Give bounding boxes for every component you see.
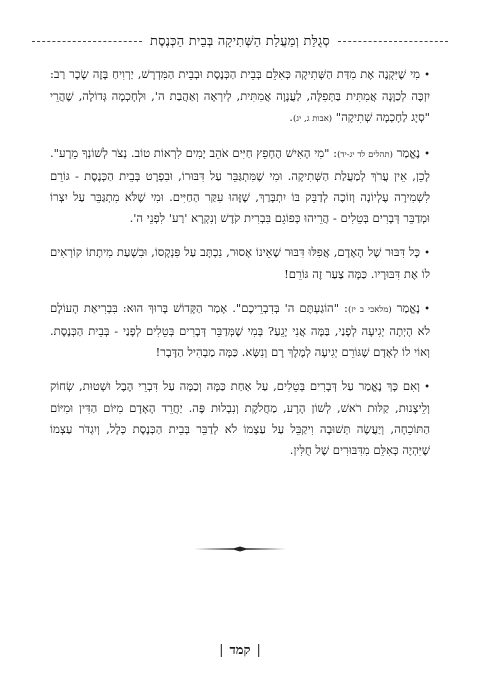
- footer-bar-left: |: [219, 643, 224, 658]
- source-citation: (מלאכי ב יז): [347, 305, 392, 315]
- page-footer: [0, 642, 480, 658]
- bullet-icon: •: [424, 70, 430, 81]
- divider-ornament-icon: [194, 546, 286, 552]
- paragraph-5: [50, 376, 430, 461]
- paragraph-3: [50, 242, 430, 285]
- paragraph-text: : "הוֹגַעְתֶּם ה' בְּדִבְרֵיכֶם". אָמַר הַקָּדוֹשׁ בָּרוּךְ הוּא: בִּבְרִיאַת הָעוֹלָם לֹא הָיְתָה יְגִיעָה לְפָנַי, בַּמֶּה אֲנִי יָגֵעַ? בְּמִי שֶׁמְּדַבֵּר דְּבָרִים בְּטֵלִים לְפָנַי - בְּבֵית הַכְּנֶסֶת. וְאוֹי לוֹ לְאָדָם שֶׁגּוֹרֵם יְגִיעָה לְמֶלֶךְ רָם וְנִשָּׂא. כַּמָּה מַבְהִיל הַדָּבָר!: [50, 301, 430, 359]
- bullet-icon: •: [424, 304, 430, 315]
- bullet-icon: •: [424, 248, 430, 259]
- paragraph-2: [50, 143, 430, 229]
- paragraph-1: [50, 64, 430, 130]
- page-title: סְגֻלַּת וְמַעֲלַת הַשְּׁתִיקָה בְּבֵית הַכְּנֶסֶת: [150, 34, 330, 49]
- paragraph-4: [50, 298, 430, 363]
- paragraph-text: וְאִם כָּךְ נֶאֱמַר עַל דְּבָרִים בְּטֵלִים, עַל אַחַת כַּמָּה וְכַמָּה עַל דִּבְרֵי הֶבֶל וּשְׁטוּת, שְׂחוֹק וְלֵיצָנוּת, קַלּוּת רֹאשׁ, לְשׁוֹן הָרָע, מַחֲלֹקֶת וְנִבְלוּת פֶּה. יַחֲרֵד הָאָדָם מִיּוֹם הַדִּין וּמִיּוֹם הַתּוֹכֵחָה, וְיַעֲשֶׂה תְּשׁוּבָה וִיקַבֵּל עַל עַצְמוֹ לֹא לְדַבֵּר בְּבֵית הַכְּנֶסֶת כְּלָל, וְיִגְדֹּר עַצְמוֹ שֶׁיִּהְיֶה כְּאִלֵּם מִדִּבּוּרִים שֶׁל חֻלִּין.: [50, 379, 430, 457]
- source-citation: (אבות ג, יג): [292, 114, 333, 124]
- page-header: [32, 30, 448, 52]
- header-rule-left: [32, 41, 142, 42]
- footer-bar-right: |: [256, 643, 261, 658]
- paragraph-text: כָּל דִּבּוּר שֶׁל הָאָדָם, אֲפִלּוּ דִּבּוּר שֶׁאֵינוֹ אָסוּר, נִכְתָּב עַל פִּנְקָסוֹ, וּבִשְׁעַת מִיתָתוֹ קוֹרְאִים לוֹ אֶת דִּבּוּרָיו. כַּמָּה צַעַר זֶה גּוֹרֵם!: [50, 245, 430, 281]
- bullet-icon: •: [424, 149, 430, 160]
- paragraph-text: .: [289, 110, 293, 124]
- bullet-icon: •: [424, 382, 430, 393]
- page-number: קמד: [229, 643, 251, 658]
- header-rule-right: [338, 41, 448, 42]
- source-citation: (תהלים לד יג-יד): [337, 150, 393, 160]
- paragraph-text: : "מִי הָאִישׁ הֶחָפֵץ חַיִּים אֹהֵב יָמִים לִרְאוֹת טוֹב. נְצֹר לְשׁוֹנְךָ מֵרָע". לָכֵן, אֵין עֲרֹךְ לְמַעֲלַת הַשְּׁתִיקָה. וּמִי שֶׁמִּתְגַּבֵּר עַל דִּבּוּרוֹ, וּבִפְרָט בְּבֵית הַכְּנֶסֶת - גּוֹרֵם לִשְׁמִירָה עֶלְיוֹנָה וְזוֹכֶה לְדַבֵּק בּוֹ יִתְבָּרַךְ, שֶׁזֶּהוּ עִקַּר הַחַיִּים. וּמִי שֶׁלֹּא מִתְגַּבֵּר עַל יִצְרוֹ וּמְדַבֵּר דְּבָרִים בְּטֵלִים - הֲרֵיהוּ כְּפוֹגֵם בִּבְרִית קֹדֶשׁ וְנִקְרָא 'רַע' לִפְנֵי ה'.: [50, 146, 430, 225]
- paragraph-text: נֶאֱמַר: [393, 146, 420, 160]
- page-body: [50, 64, 430, 474]
- paragraph-text: מִי שֶׁיִּקְנֶה אֶת מִדַּת הַשְּׁתִיקָה כְּאִלֵּם בְּבֵית הַכְּנֶסֶת וּבְבֵית הַמִּדְרָשׁ, יַרְוִיחַ בָּזֶה שָׂכָר רַב: יִזְכֶּה לְכַוָּנָה אֲמִתִּית בַּתְּפִלָּה, לַעֲנָוָה אֲמִתִּית, לְיִרְאָה וְאַהֲבַת ה', וּלְחָכְמָה גְּדוֹלָה, שֶׁהֲרֵי "סְיָג לַחָכְמָה שְׁתִיקָה": [50, 67, 430, 124]
- paragraph-text: נֶאֱמַר: [391, 301, 420, 315]
